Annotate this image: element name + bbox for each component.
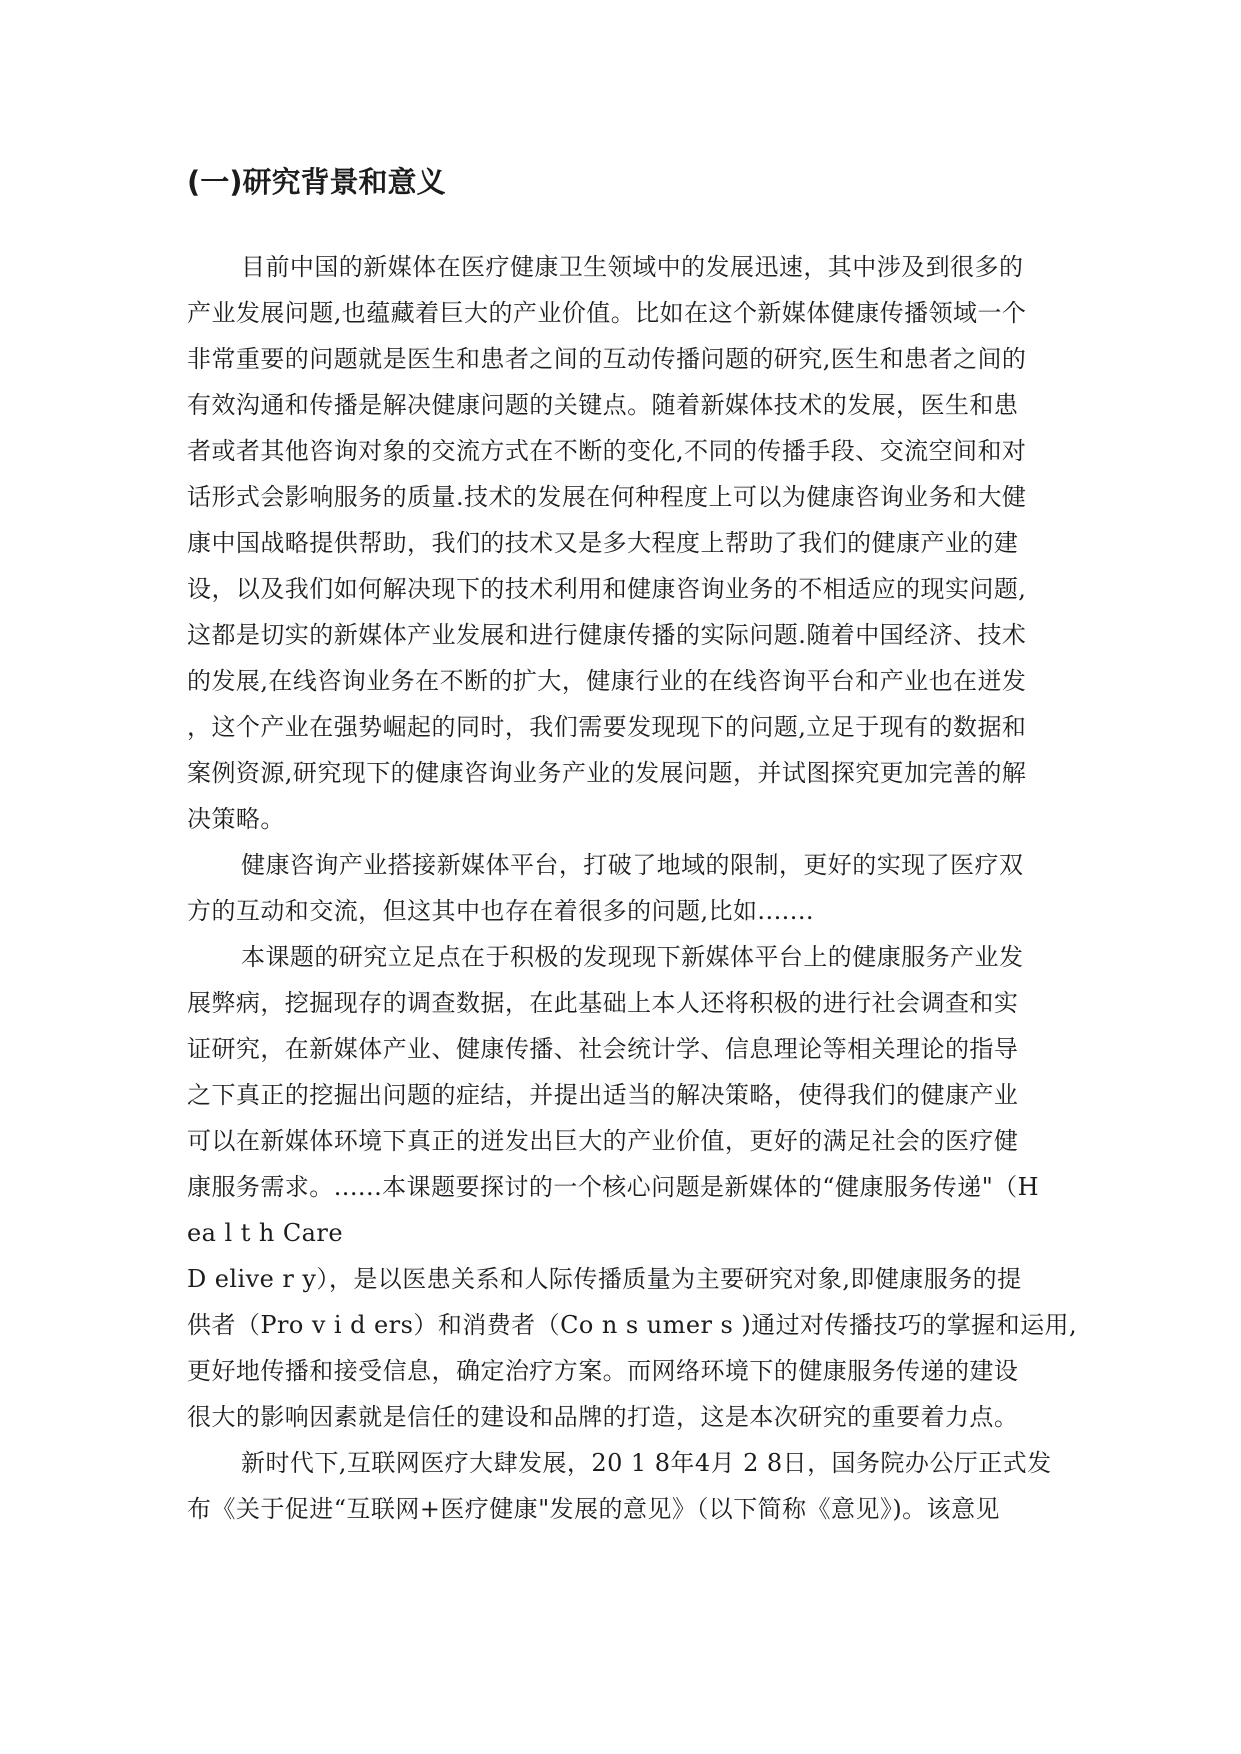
text-line: 话形式会影响服务的质量.技术的发展在何种程度上可以为健康咨询业务和大健 [187,483,1027,511]
text-line: 新时代下,互联网医疗大肆发展，20 1 8年4月 2 8日，国务院办公厅正式发 [241,1449,1052,1477]
text-line: 非常重要的问题就是医生和患者之间的互动传播问题的研究,医生和患者之间的 [187,345,1027,373]
text-line: 目前中国的新媒体在医疗健康卫生领域中的发展迅速，其中涉及到很多的 [241,253,1024,281]
text-line: 布《关于促进“互联网+医疗健康"发展的意见》（以下简称《意见》)。该意见 [187,1495,1000,1523]
text-line: ，这个产业在强势崛起的同时，我们需要发现现下的问题,立足于现有的数据和 [187,713,1027,741]
text-line: 本课题的研究立足点在于积极的发现现下新媒体平台上的健康服务产业发 [241,943,1024,971]
section-heading: (一)研究背景和意义 [187,165,446,199]
text-line: 的发展,在线咨询业务在不断的扩大，健康行业的在线咨询平台和产业也在迸发 [187,667,1027,695]
text-line: 方的互动和交流，但这其中也存在着很多的问题,比如....... [187,897,814,925]
text-line: D elive r y），是以医患关系和人际传播质量为主要研究对象,即健康服务的提 [187,1265,1022,1293]
text-line: ea l t h Care [187,1219,344,1247]
body-text [187,244,1078,1532]
text-line: 康中国战略提供帮助，我们的技术又是多大程度上帮助了我们的健康产业的建 [187,529,1019,557]
text-line: 健康咨询产业搭接新媒体平台，打破了地域的限制，更好的实现了医疗双 [241,851,1024,879]
text-line: 产业发展问题,也蕴藏着巨大的产业价值。比如在这个新媒体健康传播领域一个 [187,299,1027,327]
text-line: 更好地传播和接受信息，确定治疗方案。而网络环境下的健康服务传递的建设 [187,1357,1019,1385]
text-line: 可以在新媒体环境下真正的迸发出巨大的产业价值，更好的满足社会的医疗健 [187,1127,1019,1155]
text-line: 证研究，在新媒体产业、健康传播、社会统计学、信息理论等相关理论的指导 [187,1035,1019,1063]
text-line: 这都是切实的新媒体产业发展和进行健康传播的实际问题.随着中国经济、技术 [187,621,1027,649]
text-line: 者或者其他咨询对象的交流方式在不断的变化,不同的传播手段、交流空间和对 [187,437,1027,465]
text-line: 之下真正的挖掘出问题的症结，并提出适当的解决策略，使得我们的健康产业 [187,1081,1019,1109]
text-line: 很大的影响因素就是信任的建设和品牌的打造，这是本次研究的重要着力点。 [187,1403,1019,1431]
text-line: 展弊病，挖掘现存的调查数据，在此基础上本人还将积极的进行社会调查和实 [187,989,1019,1017]
text-line: 供者（Pro v i d ers）和消费者（Co n s umer s )通过对传播技巧的掌握和运用, [187,1311,1078,1339]
text-line: 决策略。 [187,805,285,833]
text-line: 设，以及我们如何解决现下的技术利用和健康咨询业务的不相适应的现实问题, [187,575,1027,603]
text-line: 有效沟通和传播是解决健康问题的关键点。随着新媒体技术的发展，医生和患 [187,391,1019,419]
text-line: 康服务需求。......本课题要探讨的一个核心问题是新媒体的“健康服务传递"（H [187,1173,1040,1201]
text-line: 案例资源,研究现下的健康咨询业务产业的发展问题，并试图探究更加完善的解 [187,759,1027,787]
